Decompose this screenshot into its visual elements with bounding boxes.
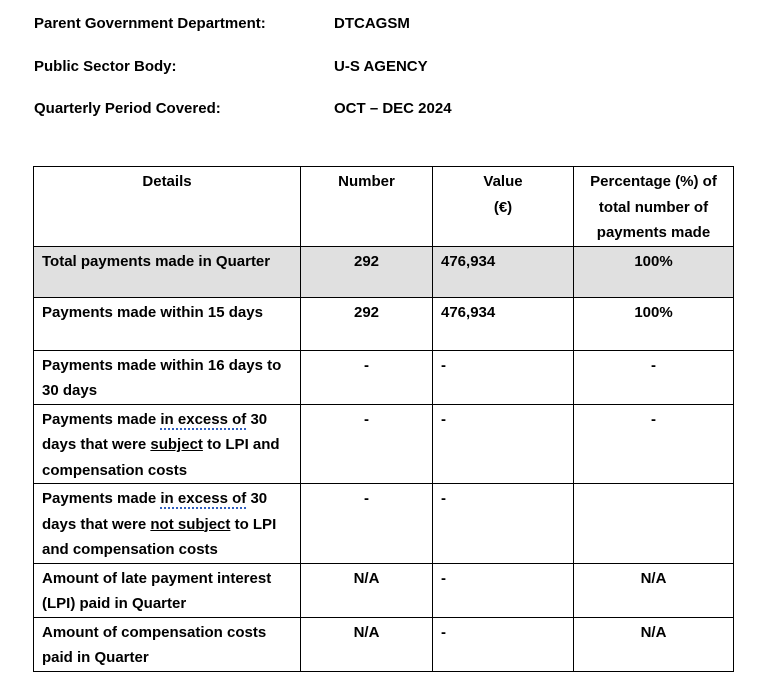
table-row [34, 350, 734, 404]
row-number: - [301, 350, 433, 404]
row-details [34, 484, 301, 564]
prompt-payments-table [33, 166, 734, 672]
table-row [34, 404, 734, 484]
row-percentage: - [574, 350, 734, 404]
details-text-dotted: in excess of [160, 490, 247, 507]
details-text-underlined: not subject [150, 515, 231, 533]
public-body-label: Public Sector Body: [34, 58, 177, 75]
details-text: Payments made [42, 410, 161, 428]
details-text: Payments made [42, 490, 161, 507]
row-percentage: 100% [574, 246, 734, 297]
details-text: 30 days that were [42, 410, 268, 453]
row-details: Payments made within 15 days [34, 297, 301, 350]
row-value: - [433, 484, 574, 564]
row-number: - [301, 404, 433, 484]
row-percentage [574, 484, 734, 564]
row-details: Payments made within 16 days to 30 days [34, 350, 301, 404]
table-row [34, 297, 734, 350]
department-label: Parent Government Department: [34, 15, 266, 32]
row-percentage: N/A [574, 563, 734, 617]
header-value-unit: (€) [493, 198, 513, 216]
table-row [34, 246, 734, 297]
row-details: Amount of compensation costs paid in Quarter [34, 617, 301, 671]
row-percentage: N/A [574, 617, 734, 671]
row-number: - [301, 484, 433, 564]
details-text: 30 days that were [42, 490, 268, 533]
row-value: - [433, 563, 574, 617]
row-value: - [433, 404, 574, 484]
row-value: 476,934 [433, 246, 574, 297]
header-details: Details [34, 167, 301, 247]
public-body-value: U-S AGENCY [334, 58, 428, 75]
row-value: 476,934 [433, 297, 574, 350]
row-details: Total payments made in Quarter [34, 246, 301, 297]
details-text-underlined: subject [150, 436, 203, 453]
details-text-dotted: in excess of [160, 410, 247, 428]
row-percentage: 100% [574, 297, 734, 350]
table-row [34, 563, 734, 617]
row-value: - [433, 617, 574, 671]
period-value: OCT – DEC 2024 [334, 100, 452, 117]
details-text: to LPI and compensation costs [42, 436, 280, 479]
row-value: - [433, 350, 574, 404]
period-label: Quarterly Period Covered: [34, 100, 221, 117]
table-header-row [34, 167, 734, 247]
header-number: Number [301, 167, 433, 247]
table-row [34, 484, 734, 564]
row-number: 292 [301, 297, 433, 350]
header-value-label: Value [483, 173, 523, 190]
row-details: Amount of late payment interest (LPI) paid in Quarter [34, 563, 301, 617]
header-value [433, 167, 574, 247]
table-row [34, 617, 734, 671]
department-value: DTCAGSM [334, 15, 410, 32]
row-number: 292 [301, 246, 433, 297]
row-number: N/A [301, 563, 433, 617]
row-percentage: - [574, 404, 734, 484]
details-text: to LPI and compensation costs [42, 515, 277, 558]
row-details [34, 404, 301, 484]
row-number: N/A [301, 617, 433, 671]
header-percentage: Percentage (%) of total number of payments made [574, 167, 734, 247]
